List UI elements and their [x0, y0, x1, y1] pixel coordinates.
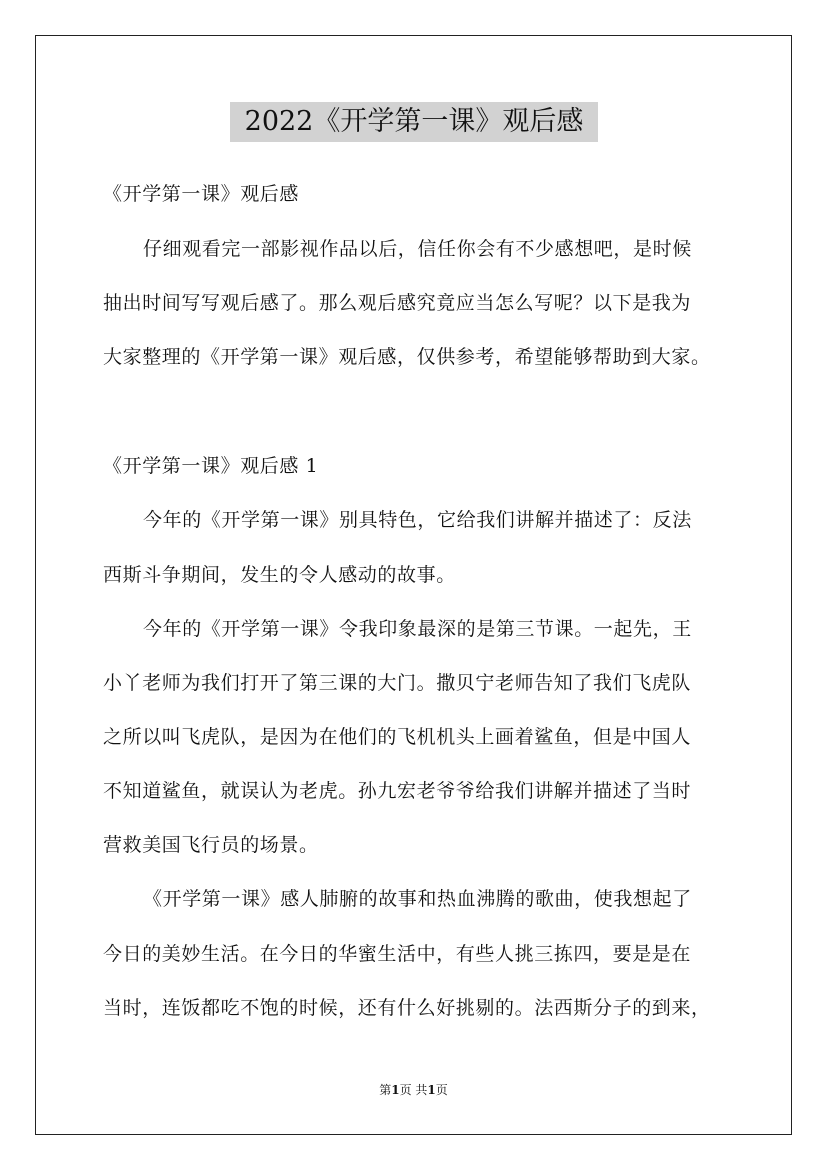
paragraph-line: 营救美国飞行员的场景。: [103, 834, 319, 856]
paragraph-line: 今年的《开学第一课》别具特色，它给我们讲解并描述了：反法: [143, 509, 692, 531]
footer-mid: 页 共: [399, 1083, 428, 1097]
paragraph-line: 当时，连饭都吃不饱的时候，还有什么好挑剔的。法西斯分子的到来，: [103, 997, 711, 1019]
section-heading: 《开学第一课》观后感: [103, 183, 300, 205]
paragraph-line: 抽出时间写写观后感了。那么观后感究竟应当怎么写呢？以下是我为: [103, 292, 692, 314]
paragraph-line: 今日的美妙生活。在今日的华蜜生活中，有些人挑三拣四，要是是在: [103, 943, 692, 965]
paragraph-line: 西斯斗争期间，发生的令人感动的故事。: [103, 564, 456, 586]
paragraph-line: 不知道鲨鱼，就误认为老虎。孙九宏老爷爷给我们讲解并描述了当时: [103, 780, 692, 802]
paragraph-line: 今年的《开学第一课》令我印象最深的是第三节课。一起先，王: [143, 618, 692, 640]
paragraph-line: 大家整理的《开学第一课》观后感，仅供参考，希望能够帮助到大家。: [103, 346, 711, 368]
page-footer: [0, 1082, 827, 1098]
paragraph-line: 《开学第一课》感人肺腑的故事和热血沸腾的歌曲，使我想起了: [143, 888, 692, 910]
paragraph-line: 小丫老师为我们打开了第三课的大门。撒贝宁老师告知了我们飞虎队: [103, 672, 692, 694]
section-heading: 《开学第一课》观后感 1: [103, 455, 319, 477]
footer-prefix: 第: [379, 1083, 392, 1097]
footer-page-current: 1: [391, 1083, 400, 1097]
footer-page-total: 1: [427, 1083, 436, 1097]
document-title: 2022《开学第一课》观后感: [230, 102, 598, 142]
footer-suffix: 页: [435, 1083, 448, 1097]
paragraph-line: 之所以叫飞虎队，是因为在他们的飞机机头上画着鲨鱼，但是中国人: [103, 726, 692, 748]
paragraph-line: 仔细观看完一部影视作品以后，信任你会有不少感想吧，是时候: [143, 238, 692, 260]
